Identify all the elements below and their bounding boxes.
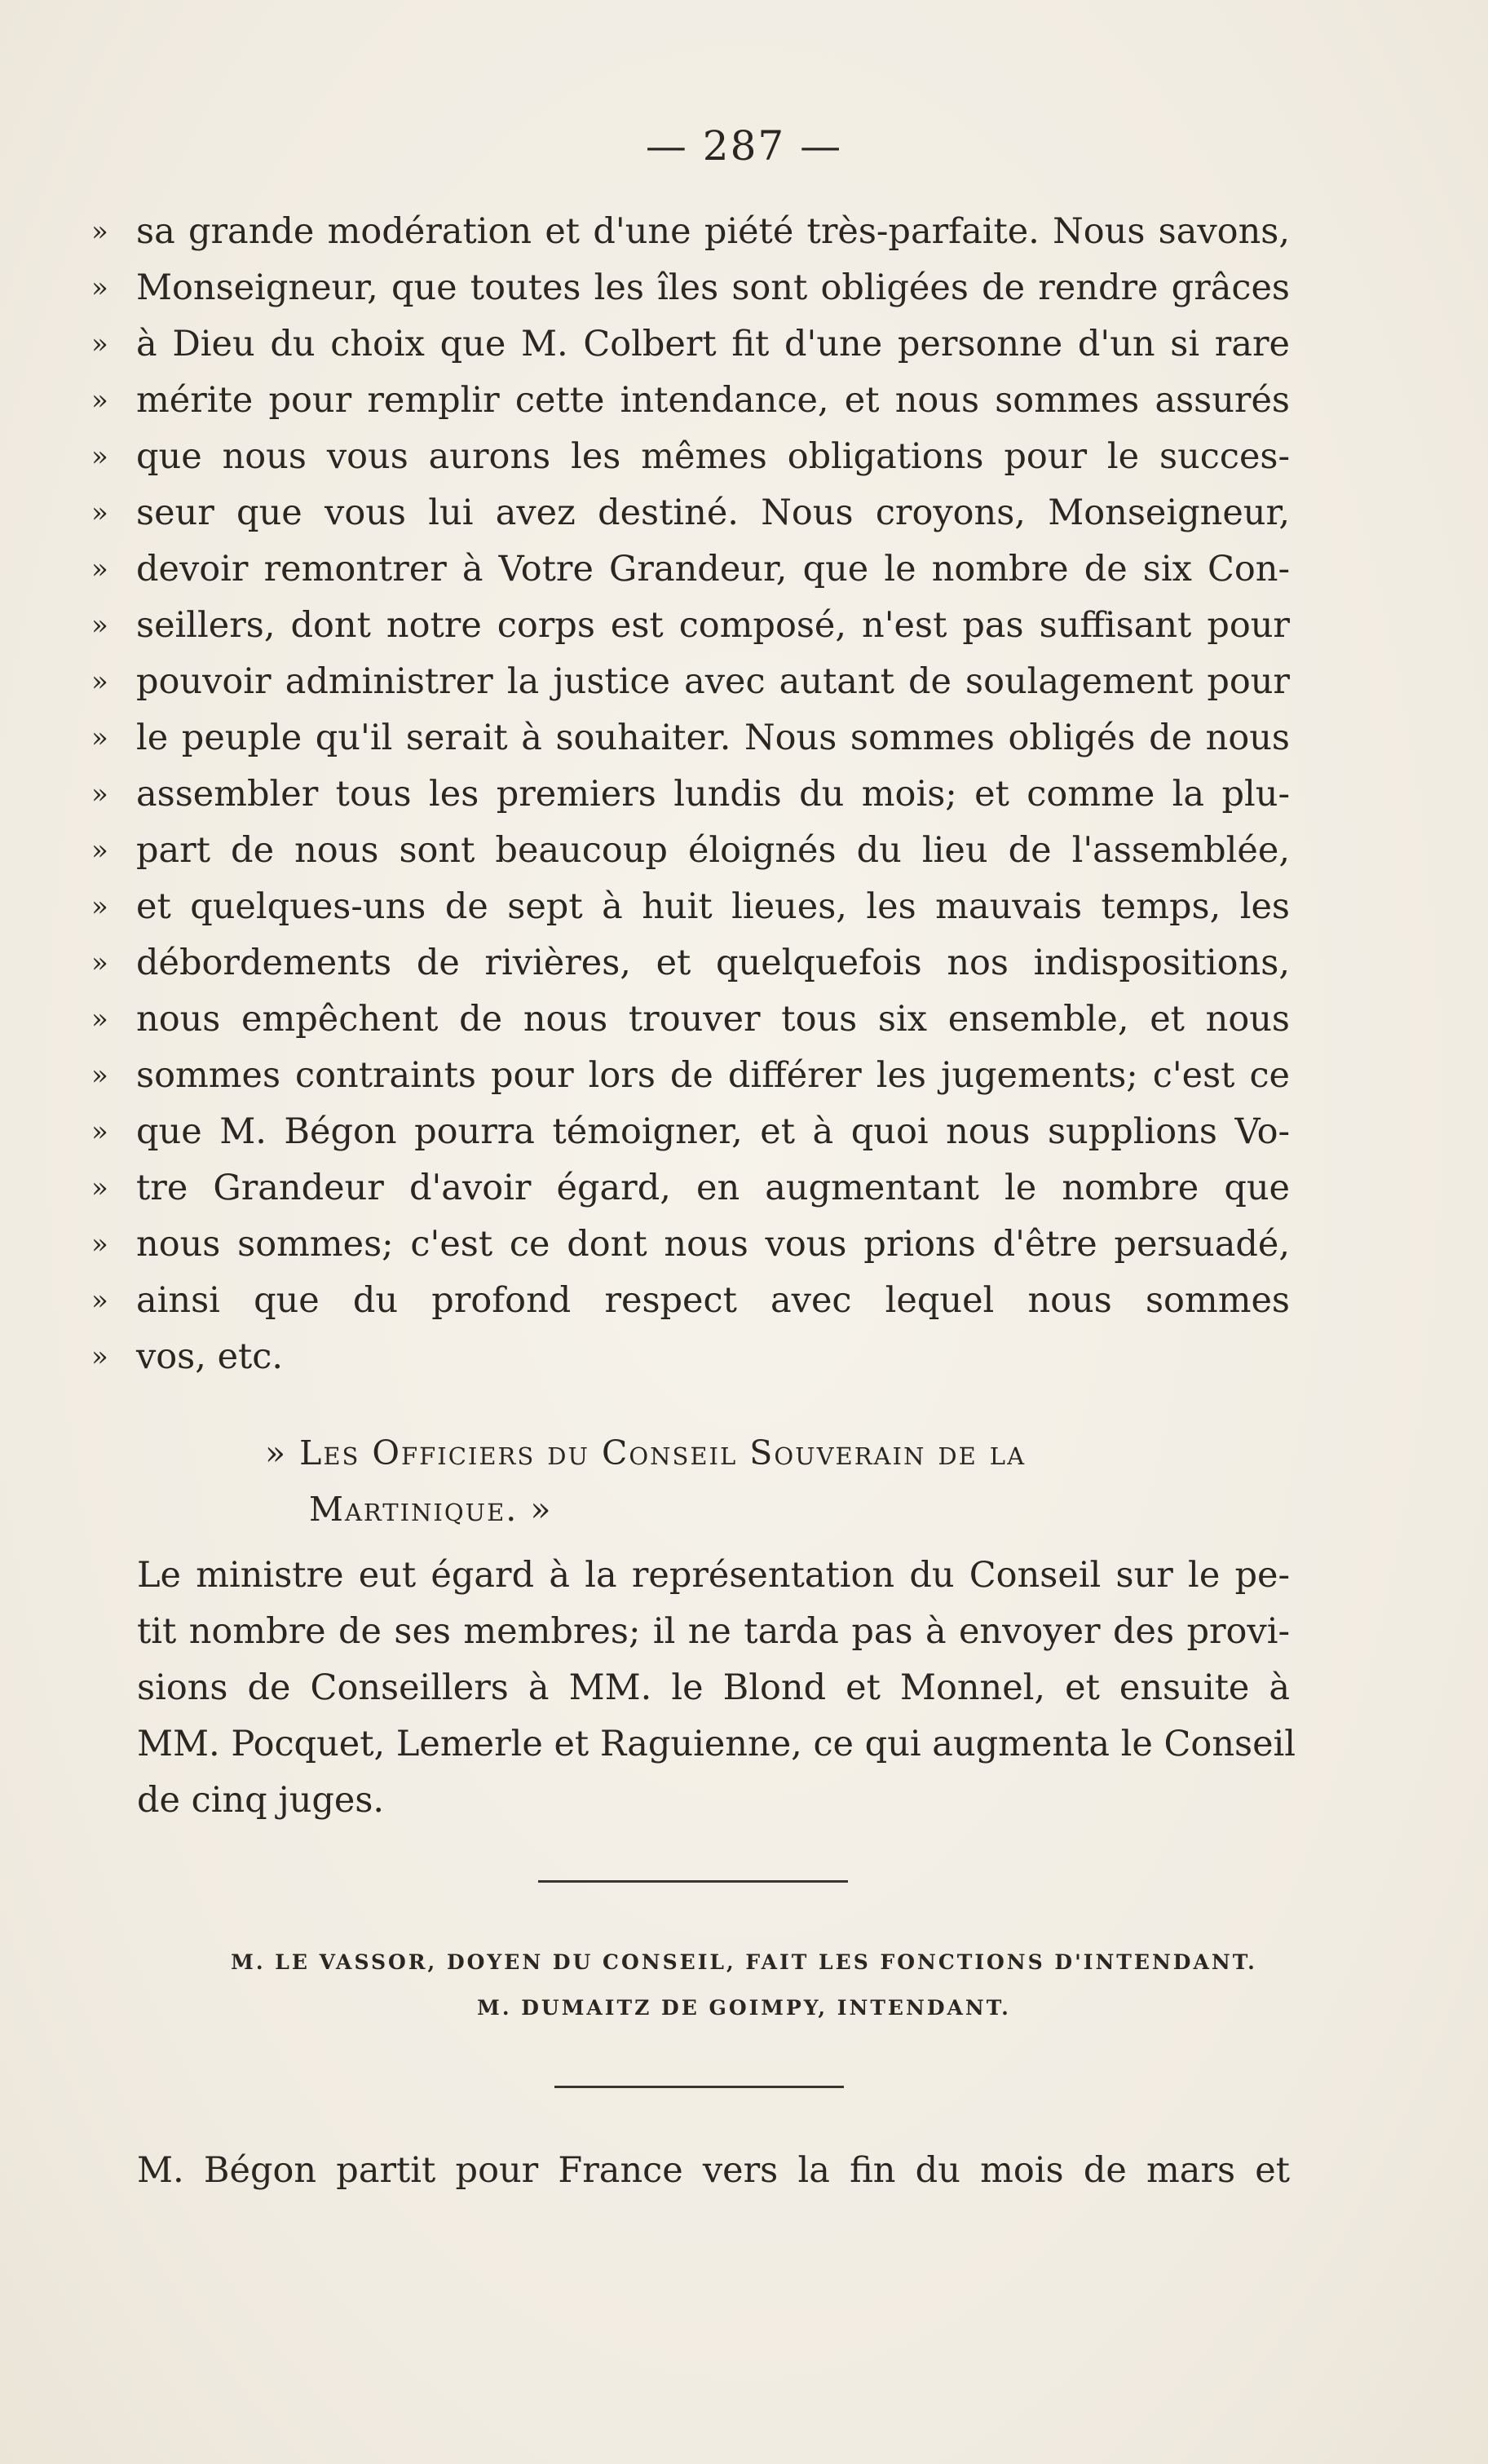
quote-mark: » xyxy=(91,1059,108,1092)
body-text-line: M. Bégon partit pour France vers la fin du mois de mars et xyxy=(137,2150,1290,2191)
section-divider-top xyxy=(538,1880,848,1883)
quote-line xyxy=(91,766,1290,823)
paragraph-line: Le ministre eut égard à la représentation du Conseil sur le pe- xyxy=(137,1555,1290,1596)
quote-mark: » xyxy=(91,947,108,979)
paragraph-line: sions de Conseillers à MM. le Blond et Monnel, et ensuite à xyxy=(137,1667,1290,1708)
quote-mark: » xyxy=(91,497,108,529)
quote-line xyxy=(91,485,1290,541)
paragraph-line: tit nombre de ses membres; il ne tarda pas à envoyer des provi- xyxy=(137,1611,1290,1652)
quote-line-text: débordements de rivières, et quelquefois nos indispositions, xyxy=(136,943,1290,983)
quote-line-text: nous sommes; c'est ce dont nous vous prions d'être persuadé, xyxy=(136,1224,1290,1265)
quote-line-text: seur que vous lui avez destiné. Nous croyons, Monseigneur, xyxy=(136,492,1290,533)
paragraph-line: de cinq juges. xyxy=(137,1780,385,1821)
body-paragraph xyxy=(137,1548,1296,1829)
quote-mark: » xyxy=(91,440,108,473)
quote-line-text: pouvoir administrer la justice avec autant de soulagement pour xyxy=(136,661,1290,702)
quote-line xyxy=(91,204,1290,260)
quote-line-text: que M. Bégon pourra témoigner, et à quoi nous supplions Vo- xyxy=(136,1111,1290,1152)
quote-line xyxy=(91,1048,1290,1104)
quote-line xyxy=(91,541,1290,598)
signature-line-2: Martinique. » xyxy=(309,1490,553,1529)
quote-line-text: mérite pour remplir cette intendance, et nous sommes assurés xyxy=(136,380,1290,421)
quote-line-text: assembler tous les premiers lundis du mois; et comme la plu- xyxy=(136,774,1290,815)
quote-line xyxy=(91,598,1290,654)
quote-mark: » xyxy=(91,1003,108,1035)
quote-line-text: tre Grandeur d'avoir égard, en augmentant le nombre que xyxy=(136,1168,1290,1208)
quote-line-text: seillers, dont notre corps est composé, n'est pas suffisant pour xyxy=(136,605,1290,646)
quote-line-text: Monseigneur, que toutes les îles sont obligées de rendre grâces xyxy=(136,267,1290,308)
section-divider-bottom xyxy=(554,2086,844,2088)
quote-line xyxy=(91,260,1290,316)
paragraph-line: MM. Pocquet, Lemerle et Raguienne, ce qui augmenta le Conseil xyxy=(137,1724,1296,1764)
page-number: — 287 — xyxy=(645,122,843,170)
quote-line xyxy=(91,879,1290,935)
quote-line xyxy=(91,935,1290,991)
quote-mark: » xyxy=(91,328,108,360)
letter-signature xyxy=(265,1425,1292,1538)
quote-line xyxy=(91,1217,1290,1273)
quote-line-text: part de nous sont beaucoup éloignés du lieu de l'assemblée, xyxy=(136,830,1290,871)
section-heading-line-1: M. LE VASSOR, DOYEN DU CONSEIL, FAIT LES FONCTIONS D'INTENDANT. xyxy=(231,1950,1257,1974)
quoted-letter xyxy=(91,204,1290,1385)
quote-mark: » xyxy=(91,890,108,923)
quote-mark: » xyxy=(91,1228,108,1261)
quote-mark: » xyxy=(91,384,108,417)
quote-line-text: devoir remontrer à Votre Grandeur, que le nombre de six Con- xyxy=(136,549,1290,590)
quote-mark: » xyxy=(91,609,108,642)
quote-mark: » xyxy=(91,553,108,585)
quote-line-text: que nous vous aurons les mêmes obligations pour le succes- xyxy=(136,436,1290,477)
quote-line xyxy=(91,316,1290,373)
signature-line-1: » Les Officiers du Conseil Souverain de la xyxy=(265,1433,1027,1473)
quote-mark: » xyxy=(91,665,108,698)
quote-mark: » xyxy=(91,1115,108,1148)
quote-mark: » xyxy=(91,722,108,754)
quote-line-text: ainsi que du profond respect avec lequel nous sommes xyxy=(136,1280,1290,1321)
quote-line xyxy=(91,823,1290,879)
quote-line xyxy=(91,710,1290,766)
quote-mark: » xyxy=(91,1340,108,1373)
quote-line xyxy=(91,1273,1290,1329)
quote-line xyxy=(91,373,1290,429)
quote-mark: » xyxy=(91,215,108,248)
quote-mark: » xyxy=(91,1172,108,1204)
quote-mark: » xyxy=(91,1284,108,1317)
quote-line-text: sa grande modération et d'une piété très-parfaite. Nous savons, xyxy=(136,211,1290,252)
section-heading-line-2: M. DUMAITZ DE GOIMPY, INTENDANT. xyxy=(477,1996,1011,2020)
quote-line-text: à Dieu du choix que M. Colbert fit d'une personne d'un si rare xyxy=(136,324,1290,364)
quote-line-text: le peuple qu'il serait à souhaiter. Nous sommes obligés de nous xyxy=(136,718,1290,758)
quote-line-text: nous empêchent de nous trouver tous six ensemble, et nous xyxy=(136,999,1290,1040)
quote-line-text: sommes contraints pour lors de différer les jugements; c'est ce xyxy=(136,1055,1290,1096)
quote-mark: » xyxy=(91,834,108,867)
quote-line xyxy=(91,1104,1290,1160)
quote-line-text: et quelques-uns de sept à huit lieues, les mauvais temps, les xyxy=(136,886,1290,927)
quote-line xyxy=(91,1160,1290,1217)
quote-line xyxy=(91,429,1290,485)
quote-mark: » xyxy=(91,778,108,810)
quote-line xyxy=(91,991,1290,1048)
quote-line xyxy=(91,654,1290,710)
quote-line-text: vos, etc. xyxy=(136,1336,284,1377)
quote-mark: » xyxy=(91,272,108,304)
quote-line xyxy=(91,1329,1290,1385)
